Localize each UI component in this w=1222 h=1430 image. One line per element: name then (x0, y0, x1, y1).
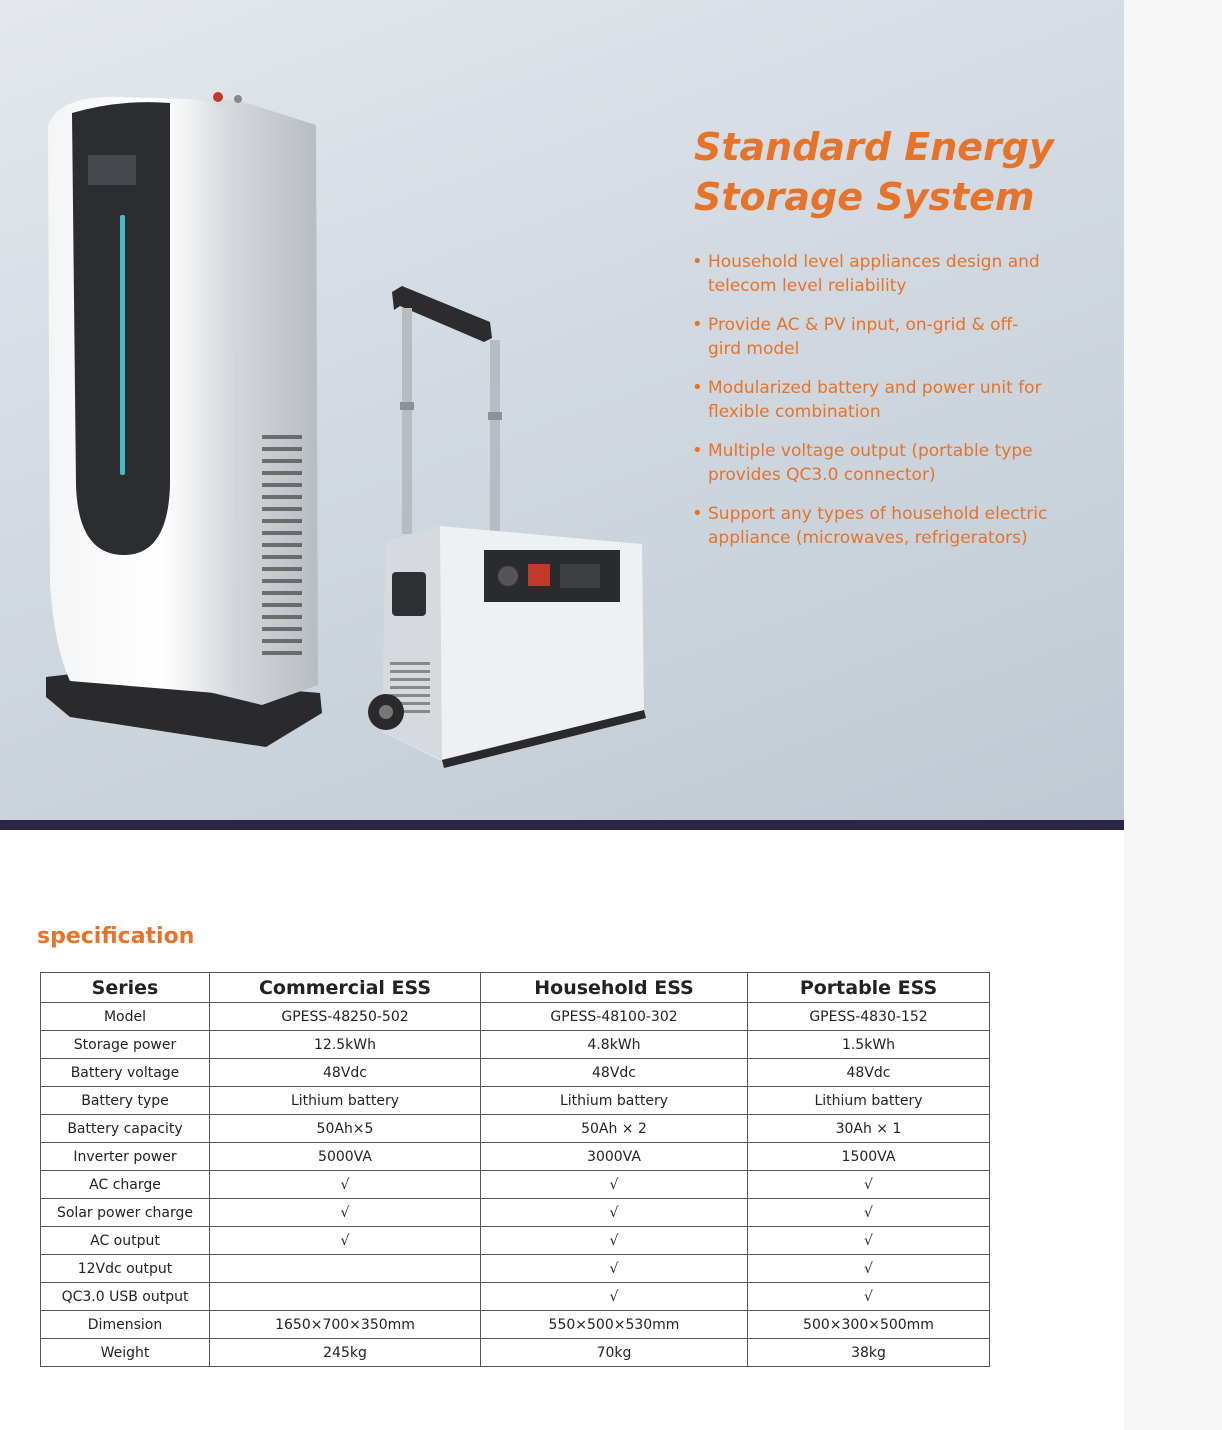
table-cell: 4.8kWh (481, 1031, 748, 1059)
table-row (41, 1283, 990, 1311)
table-cell: Lithium battery (210, 1087, 481, 1115)
header-household: Household ESS (481, 973, 748, 1003)
row-label: AC output (41, 1227, 210, 1255)
check-cell (210, 1283, 481, 1311)
check-cell: √ (748, 1227, 990, 1255)
check-cell (210, 1255, 481, 1283)
row-label: Battery voltage (41, 1059, 210, 1087)
table-row (41, 1059, 990, 1087)
table-cell: 70kg (481, 1339, 748, 1367)
table-row (41, 1031, 990, 1059)
table-row (41, 1171, 990, 1199)
feature-item: • Provide AC & PV input, on-grid & off-gird model (692, 314, 1019, 359)
hero-title (694, 122, 1094, 222)
header-series: Series (41, 973, 210, 1003)
page-margin (1124, 0, 1222, 1430)
bullet-icon: • (692, 251, 703, 272)
table-cell: 50Ah × 2 (481, 1115, 748, 1143)
feature-item: • Household level appliances design and telecom level reliability (692, 251, 1040, 296)
bullet-icon: • (692, 377, 703, 398)
row-label: AC charge (41, 1171, 210, 1199)
table-cell: 38kg (748, 1339, 990, 1367)
table-row (41, 1115, 990, 1143)
table-cell: 48Vdc (481, 1059, 748, 1087)
row-label: 12Vdc output (41, 1255, 210, 1283)
bullet-icon: • (692, 314, 703, 335)
table-row (41, 1339, 990, 1367)
check-cell: √ (748, 1199, 990, 1227)
feature-item: • Modularized battery and power unit for flexible combination (692, 377, 1042, 422)
table-cell: 550×500×530mm (481, 1311, 748, 1339)
feature-item: • Multiple voltage output (portable type provides QC3.0 connector) (692, 440, 1033, 485)
check-cell: √ (210, 1199, 481, 1227)
feature-list (688, 250, 1048, 565)
table-cell: 3000VA (481, 1143, 748, 1171)
spec-table (40, 972, 990, 1367)
table-cell: GPESS-48100-302 (481, 1003, 748, 1031)
table-cell: 30Ah × 1 (748, 1115, 990, 1143)
table-cell: 5000VA (210, 1143, 481, 1171)
table-cell: Lithium battery (481, 1087, 748, 1115)
header-portable: Portable ESS (748, 973, 990, 1003)
table-cell: 48Vdc (748, 1059, 990, 1087)
row-label: Storage power (41, 1031, 210, 1059)
check-cell: √ (481, 1255, 748, 1283)
check-cell: √ (210, 1227, 481, 1255)
table-row (41, 1199, 990, 1227)
table-header-row (41, 973, 990, 1003)
check-cell: √ (481, 1227, 748, 1255)
table-cell: GPESS-4830-152 (748, 1003, 990, 1031)
check-cell: √ (748, 1255, 990, 1283)
header-commercial: Commercial ESS (210, 973, 481, 1003)
hero-title-line-1: Standard Energy (694, 125, 1054, 169)
row-label: Solar power charge (41, 1199, 210, 1227)
table-cell: 50Ah×5 (210, 1115, 481, 1143)
table-cell: 48Vdc (210, 1059, 481, 1087)
table-row (41, 1255, 990, 1283)
hero-title-line-2: Storage System (694, 175, 1035, 219)
table-row (41, 1227, 990, 1255)
table-cell: 12.5kWh (210, 1031, 481, 1059)
portable-ess-product-image (360, 282, 660, 772)
spec-heading: specification (37, 924, 195, 949)
check-cell: √ (748, 1171, 990, 1199)
table-cell: 1650×700×350mm (210, 1311, 481, 1339)
table-row (41, 1311, 990, 1339)
check-cell: √ (481, 1283, 748, 1311)
check-cell: √ (748, 1283, 990, 1311)
table-cell: 245kg (210, 1339, 481, 1367)
check-cell: √ (481, 1199, 748, 1227)
check-cell: √ (210, 1171, 481, 1199)
feature-item: • Support any types of household electric appliance (microwaves, refrigerators) (692, 503, 1048, 548)
table-cell: GPESS-48250-502 (210, 1003, 481, 1031)
row-label: Dimension (41, 1311, 210, 1339)
commercial-ess-product-image (40, 85, 340, 755)
row-label: Inverter power (41, 1143, 210, 1171)
bullet-icon: • (692, 440, 703, 461)
bullet-icon: • (692, 503, 703, 524)
table-cell: 1500VA (748, 1143, 990, 1171)
table-cell: 500×300×500mm (748, 1311, 990, 1339)
row-label: Battery capacity (41, 1115, 210, 1143)
row-label: Model (41, 1003, 210, 1031)
table-cell: Lithium battery (748, 1087, 990, 1115)
row-label: Weight (41, 1339, 210, 1367)
divider-band (0, 820, 1124, 830)
table-row (41, 1003, 990, 1031)
table-cell: 1.5kWh (748, 1031, 990, 1059)
check-cell: √ (481, 1171, 748, 1199)
row-label: Battery type (41, 1087, 210, 1115)
table-row (41, 1087, 990, 1115)
table-row (41, 1143, 990, 1171)
row-label: QC3.0 USB output (41, 1283, 210, 1311)
